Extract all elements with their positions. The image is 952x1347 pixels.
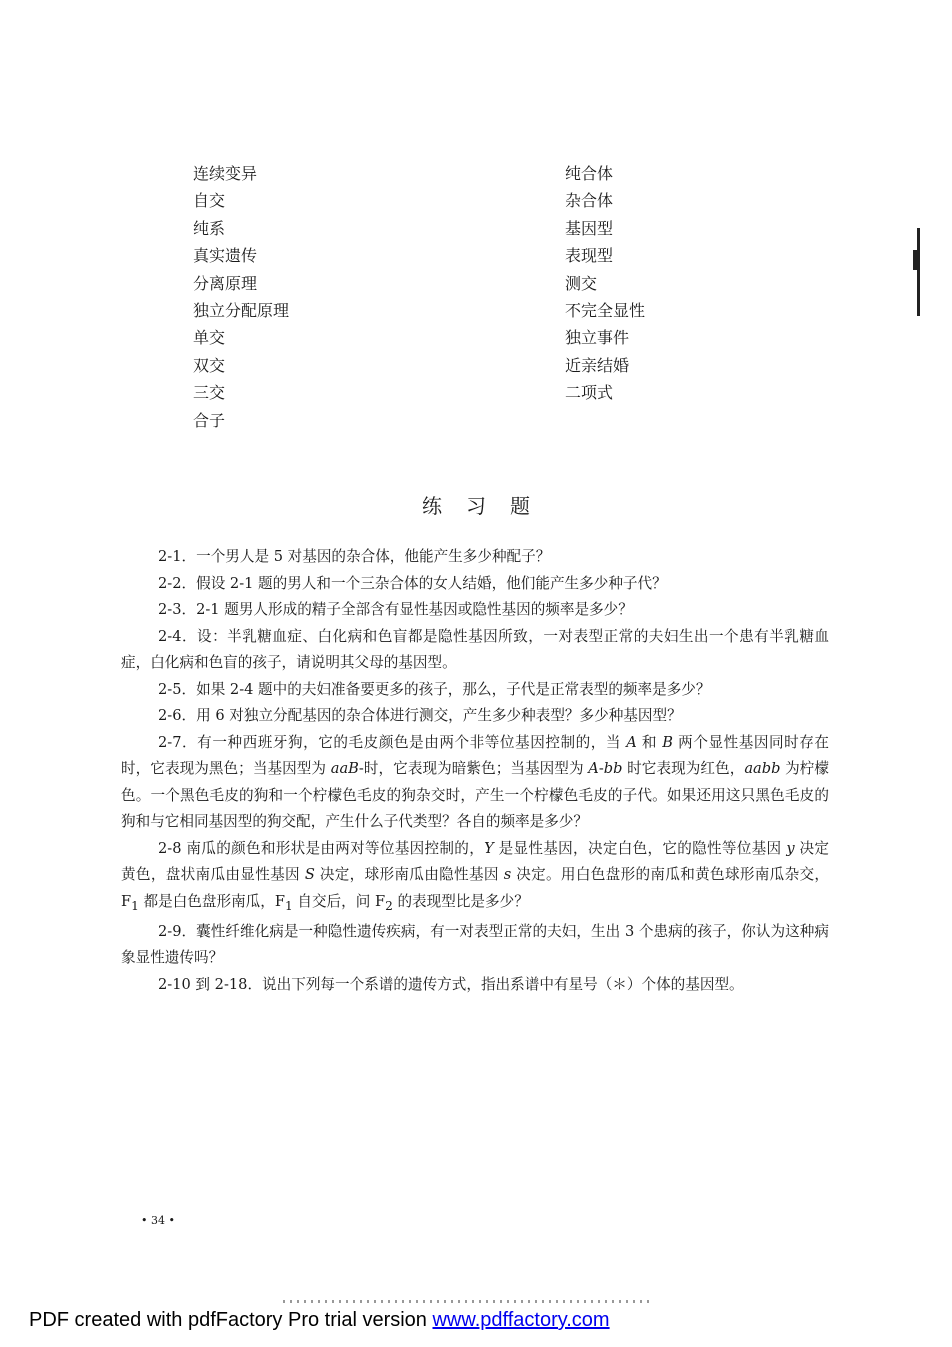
term-item: 独立分配原理 bbox=[193, 301, 290, 321]
gene-symbol: B bbox=[662, 733, 673, 751]
genotype: A bbox=[588, 760, 599, 777]
term-item: 合子 bbox=[193, 410, 226, 430]
term-item: 三交 bbox=[193, 383, 226, 403]
term-item: 连续变异 bbox=[193, 164, 258, 183]
exercise-item: 2-4．设：半乳糖血症、白化病和色盲都是隐性基因所致，一对表型正常的夫妇生出一个患有半乳糖血症，白化病和色盲的孩子，请说明其父母的基因型。 bbox=[121, 627, 829, 671]
scan-artifact bbox=[283, 1300, 653, 1303]
exercise-item: 2-1．一个男人是 5 对基因的杂合体，他能产生多少种配子？ bbox=[158, 548, 551, 565]
text-run: 时它表现为红色， bbox=[622, 760, 745, 777]
term-list-right bbox=[565, 160, 645, 407]
text-run: 都是白色盘形南瓜，F bbox=[138, 892, 285, 910]
text-run: 自交后，问 F bbox=[292, 892, 386, 910]
scan-artifact bbox=[917, 228, 920, 316]
exercise-item: 2-3．2-1 题男人形成的精子全部含有显性基因或隐性基因的频率是多少？ bbox=[158, 601, 633, 618]
term-item: 表现型 bbox=[565, 246, 614, 266]
term-list-left bbox=[193, 160, 289, 434]
pdf-footer bbox=[29, 1309, 610, 1332]
exercise-item: 2-6．用 6 对独立分配基因的杂合体进行测交，产生多少种表型？多少种基因型？ bbox=[158, 707, 682, 724]
term-item: 基因型 bbox=[565, 218, 614, 238]
exercise-item: 2-10 到 2-18．说出下列每一个系谱的遗传方式，指出系谱中有星号（＊）个体的基因型。 bbox=[158, 975, 744, 993]
term-item: 不完全显性 bbox=[565, 301, 646, 321]
gene-symbol: s bbox=[503, 866, 512, 883]
gene-symbol: S bbox=[304, 866, 315, 883]
text-run: 的表现型比是多少？ bbox=[392, 892, 529, 910]
text-run: 两个显性基因同时存在时，它表现为黑色；当基因型为 bbox=[121, 733, 830, 777]
subscript: 1 bbox=[284, 898, 293, 913]
text-run: 2-8 南瓜的颜色和形状是由两对等位基因控制的， bbox=[158, 839, 485, 857]
exercise-item bbox=[121, 836, 829, 919]
subscript: 2 bbox=[385, 898, 393, 913]
genotype: aaB bbox=[330, 760, 359, 777]
genotype: aabb bbox=[744, 760, 781, 777]
term-item: 分离原理 bbox=[193, 273, 258, 293]
gene-symbol: A bbox=[626, 733, 637, 751]
term-item: 杂合体 bbox=[565, 191, 614, 211]
text-run: 决定。用白色盘形的南瓜和黄色球形南瓜杂交，F bbox=[121, 866, 829, 910]
scan-artifact bbox=[913, 250, 919, 270]
exercise-item: 2-5．如果 2-4 题中的夫妇准备要更多的孩子，那么，子代是正常表型的频率是多少？ bbox=[158, 680, 711, 698]
term-item: 纯合体 bbox=[565, 164, 614, 183]
gene-symbol: Y bbox=[484, 839, 494, 857]
exercise-item: 2-9．囊性纤维化病是一种隐性遗传疾病，有一对表型正常的夫妇，生出 3 个患病的孩子，你认为这种病象显性遗传吗？ bbox=[121, 922, 829, 967]
term-item: 独立事件 bbox=[565, 328, 630, 348]
term-item: 纯系 bbox=[193, 218, 226, 238]
text-run: 决定黄色，盘状南瓜由显性基因 bbox=[121, 839, 829, 883]
text-run: 决定，球形南瓜由隐性基因 bbox=[314, 866, 504, 883]
text-run: 是显性基因，决定白色，它的隐性等位基因 bbox=[493, 839, 787, 857]
term-item: 二项式 bbox=[565, 383, 614, 403]
exercise-item: 2-2．假设 2-1 题的男人和一个三杂合体的女人结婚，他们能产生多少种子代？ bbox=[158, 574, 667, 592]
gene-symbol: y bbox=[786, 839, 795, 857]
exercise-list bbox=[121, 544, 829, 998]
text-run: 2-7．有一种西班牙狗，它的毛皮颜色是由两个非等位基因控制的，当 bbox=[158, 733, 627, 751]
text-run: 为柠檬色。一个黑色毛皮的狗和一个柠檬色毛皮的狗杂交时，产生一个柠檬色毛皮的子代。如果还用这只黑色毛皮的狗和与它相同基因型的狗交配，产生什么子代类型？各自的频率是多少？ bbox=[121, 760, 830, 830]
term-item: 双交 bbox=[193, 355, 226, 375]
page-number: • 34 • bbox=[141, 1214, 175, 1227]
footer-text: PDF created with pdfFactory Pro trial version bbox=[29, 1309, 433, 1331]
term-item: 真实遗传 bbox=[193, 246, 258, 266]
text-run: - bbox=[598, 760, 604, 777]
section-title: 练习题 bbox=[422, 494, 554, 518]
term-item: 自交 bbox=[193, 191, 226, 211]
subscript: 1 bbox=[131, 898, 139, 913]
term-item: 单交 bbox=[193, 328, 226, 348]
text-run: 和 bbox=[636, 733, 663, 751]
exercise-item bbox=[121, 730, 829, 836]
text-run: -时，它表现为暗紫色；当基因型为 bbox=[358, 760, 589, 777]
term-item: 测交 bbox=[565, 273, 598, 293]
term-item: 近亲结婚 bbox=[565, 355, 630, 375]
footer-link[interactable]: www.pdffactory.com bbox=[432, 1309, 610, 1331]
genotype: bb bbox=[603, 760, 623, 777]
